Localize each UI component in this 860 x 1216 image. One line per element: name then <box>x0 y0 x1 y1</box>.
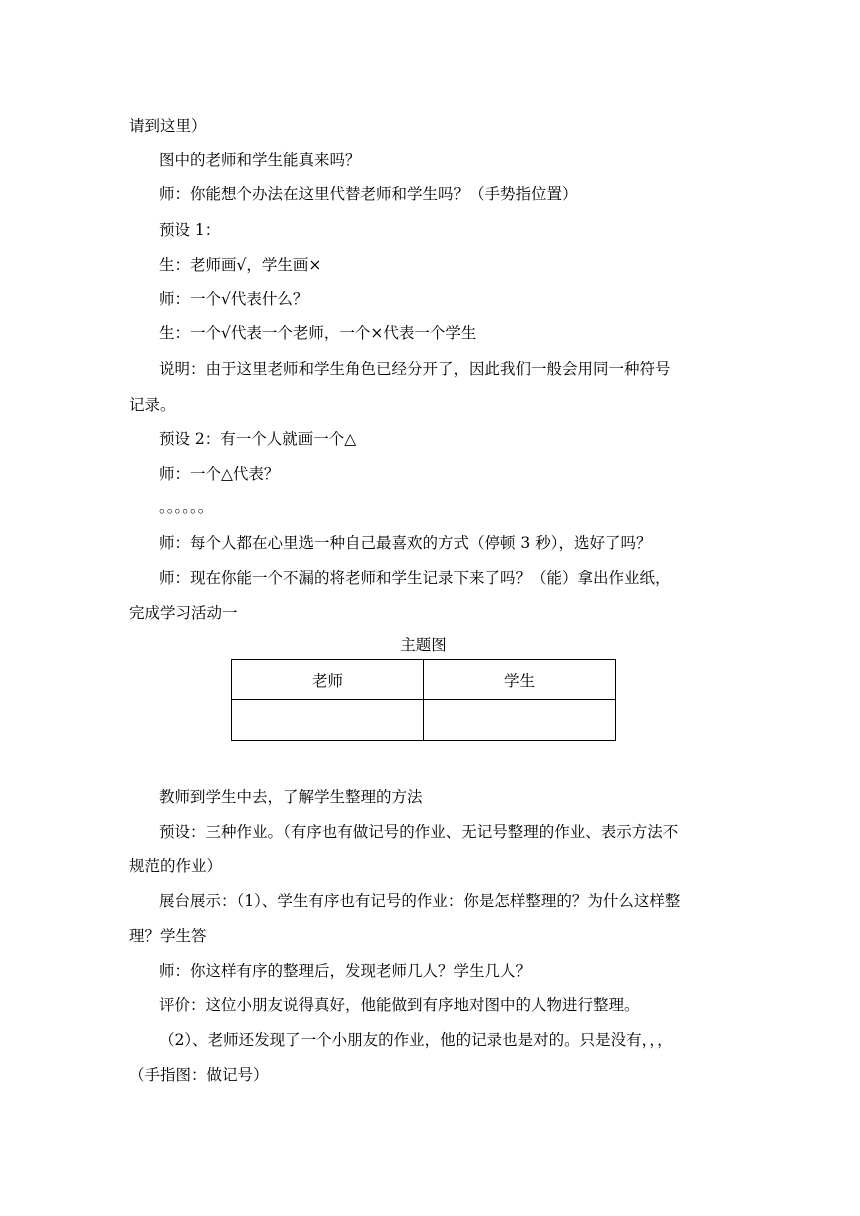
paragraph-line: 预设 1： <box>159 221 221 239</box>
table-header-student: 学生 <box>424 660 616 700</box>
paragraph-line: 预设 2：有一个人就画一个△ <box>159 430 357 448</box>
table-caption: 主题图 <box>400 636 447 654</box>
paragraph-line: 图中的老师和学生能真来吗？ <box>159 151 361 169</box>
paragraph-line: 。。。。。。 <box>159 498 214 516</box>
table-header-teacher: 老师 <box>232 660 424 700</box>
paragraph-line: （2）、老师还发现了一个小朋友的作业，他的记录也是对的。只是没有，，， <box>159 1031 673 1049</box>
table-cell-student <box>424 700 616 741</box>
paragraph-line: （手指图：做记号） <box>129 1066 269 1084</box>
paragraph-line: 师：现在你能一个不漏的将老师和学生记录下来了吗？（能）拿出作业纸， <box>159 569 671 587</box>
paragraph-line: 完成学习活动一 <box>129 604 238 622</box>
paragraph-line: 师：你这样有序的整理后，发现老师几人？学生几人？ <box>159 962 532 980</box>
paragraph-line: 展台展示：（1）、学生有序也有记号的作业：你是怎样整理的？为什么这样整 <box>159 892 681 910</box>
paragraph-line: 预设：三种作业。（有序也有做记号的作业、无记号整理的作业、表示方法不 <box>159 823 679 841</box>
paragraph-line: 理？学生答 <box>129 927 207 945</box>
paragraph-line: 师：一个√代表什么？ <box>159 290 309 308</box>
table-cell-teacher <box>232 700 424 741</box>
paragraph-line: 评价：这位小朋友说得真好，他能做到有序地对图中的人物进行整理。 <box>159 996 640 1014</box>
paragraph-line: 说明：由于这里老师和学生角色已经分开了，因此我们一般会用同一种符号 <box>159 360 671 378</box>
topic-table <box>231 659 616 741</box>
paragraph-line: 师：每个人都在心里选一种自己最喜欢的方式（停顿 3 秒），选好了吗？ <box>159 534 652 552</box>
paragraph-line: 记录。 <box>129 396 176 414</box>
paragraph-line: 师：一个△代表？ <box>159 465 280 483</box>
paragraph-line: 生：老师画√，学生画× <box>159 256 322 274</box>
paragraph-line: 教师到学生中去，了解学生整理的方法 <box>159 788 423 806</box>
paragraph-line: 规范的作业） <box>129 857 223 875</box>
paragraph-line: 生：一个√代表一个老师，一个×代表一个学生 <box>159 324 477 342</box>
paragraph-line: 师：你能想个办法在这里代替老师和学生吗？（手势指位置） <box>159 185 578 203</box>
paragraph-line: 请到这里） <box>129 117 207 135</box>
